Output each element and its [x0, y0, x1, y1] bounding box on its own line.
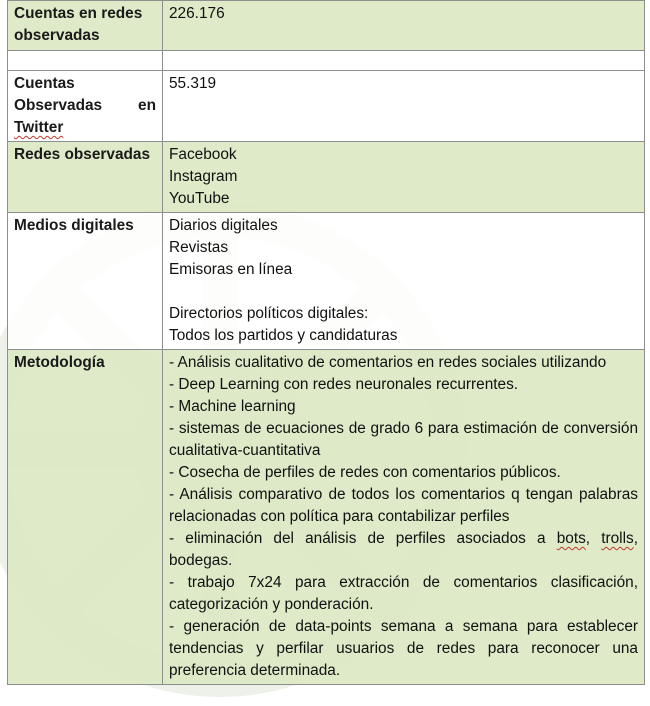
row-list	[163, 213, 645, 350]
row-label: Cuentas en redes observadas	[8, 1, 163, 51]
list-item: Diarios digitales	[169, 217, 278, 234]
text-run: ,	[585, 530, 602, 547]
row-label: Redes observadas	[8, 142, 163, 213]
row-cuentas-redes	[8, 1, 645, 51]
row-value: 55.319	[163, 71, 645, 142]
row-medios	[8, 213, 645, 350]
info-table	[7, 0, 645, 685]
list-item: Todos los partidos y candidaturas	[169, 327, 398, 344]
list-item: - trabajo 7x24 para extracción de comentarios clasificación, categorización y ponderación.	[169, 574, 638, 613]
row-label	[8, 71, 163, 142]
label-word: Observadas	[14, 97, 103, 114]
methodology-list	[163, 350, 645, 685]
list-subheading: Directorios políticos digitales:	[169, 305, 369, 322]
list-item: - sistemas de ecuaciones de grado 6 para estimación de conversión cualitativa-cuantitativa	[169, 420, 638, 459]
spacer-cell	[163, 51, 645, 71]
list-item: - Análisis comparativo de todos los comentarios q tengan palabras relacionadas con política para contabilizar perfiles	[169, 486, 638, 525]
list-item: - Cosecha de perfiles de redes con comentarios públicos.	[169, 464, 561, 481]
list-item: Facebook	[169, 146, 237, 163]
text-run: , bodegas.	[169, 530, 638, 569]
row-label: Medios digitales	[8, 213, 163, 350]
row-twitter	[8, 71, 645, 142]
list-item: - generación de data-points semana a semana para establecer tendencias y perfilar usuarios de redes para reconocer una preferencia determinada.	[169, 618, 638, 679]
list-item	[169, 528, 638, 572]
spellcheck-word: bots	[556, 530, 586, 547]
spellcheck-word: trolls	[601, 530, 634, 547]
spellcheck-word: Twitter	[14, 119, 64, 136]
spacer-cell	[8, 51, 163, 71]
row-label: Metodología	[8, 350, 163, 685]
list-item: - Machine learning	[169, 398, 296, 415]
list-item: Revistas	[169, 239, 229, 256]
text-run: - eliminación del análisis de perfiles asociados a	[169, 530, 557, 547]
list-item: - Deep Learning con redes neuronales recurrentes.	[169, 376, 519, 393]
list-item: YouTube	[169, 190, 230, 207]
label-word: Cuentas	[14, 75, 75, 92]
row-metodologia	[8, 350, 645, 685]
spacer	[169, 281, 638, 303]
row-list	[163, 142, 645, 213]
label-word: en	[138, 97, 156, 114]
row-cuentas-twitter	[8, 51, 645, 71]
row-redes	[8, 142, 645, 213]
row-value: 226.176	[163, 1, 645, 51]
list-item: Instagram	[169, 168, 238, 185]
list-item: - Análisis cualitativo de comentarios en redes sociales utilizando	[169, 354, 607, 371]
list-item: Emisoras en línea	[169, 261, 293, 278]
